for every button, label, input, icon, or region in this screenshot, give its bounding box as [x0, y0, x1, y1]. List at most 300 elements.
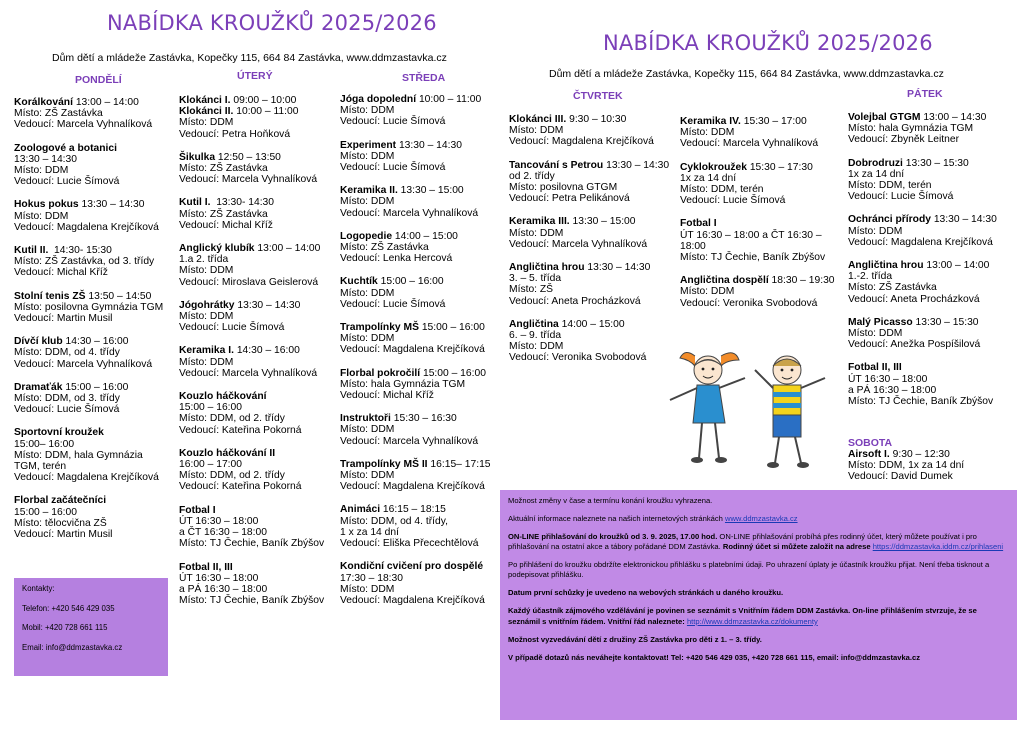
activity-time: 18:30 – 19:30: [768, 275, 835, 287]
activity-detail: Vedoucí: Marcela Vyhnalíková: [340, 435, 479, 447]
activity-name: Cyklokroužek: [680, 161, 747, 173]
activity-name: Instruktoři: [340, 413, 391, 425]
activity-name: Angličtina dospělí: [680, 275, 769, 287]
activity-name: Klokánci III.: [509, 114, 567, 125]
activity-detail: Vedoucí: Michal Kříž: [179, 219, 273, 231]
activity-detail: Místo: ZŠ Zastávka: [340, 242, 429, 254]
activity-name: Fotbal II, III: [848, 362, 902, 374]
activity-name: Fotbal I: [179, 504, 216, 516]
activity-name: Logopedie: [340, 230, 393, 242]
activity-entry: [179, 391, 339, 436]
activity-detail: Vedoucí: Lucie Šímová: [340, 298, 446, 310]
activity-detail: 13:30 – 14:30: [14, 153, 77, 165]
activity-detail: Místo: TJ Čechie, Baník Zbýšov: [179, 595, 325, 607]
activity-detail: Vedoucí: Michal Kříž: [14, 267, 108, 279]
activity-detail: od 2. třídy: [509, 170, 555, 182]
activity-detail: a PÁ 16:30 – 18:00: [179, 583, 268, 595]
activity-time: 16:15 – 18:15: [380, 504, 446, 516]
activity-entry: [14, 143, 176, 188]
info-change-note: Možnost změny v čase a termínu konání kroužku vyhrazena.: [508, 496, 713, 505]
activity-detail: Místo: DDM: [340, 105, 395, 117]
contacts-phone: Telefon: +420 546 429 035: [22, 603, 115, 613]
activity-entry: [509, 114, 679, 148]
activity-time: 9:30 – 10:30: [566, 114, 627, 125]
activity-entry: [179, 562, 339, 607]
activity-heading: [848, 317, 1018, 328]
activity-detail: Vedoucí: Martin Musil: [14, 313, 113, 325]
activity-entry: [340, 368, 500, 402]
activity-detail: Vedoucí: Lucie Šímová: [680, 195, 786, 207]
website-link[interactable]: www.ddmzastavka.cz: [724, 514, 798, 523]
activity-entry: [14, 495, 176, 540]
activity-name: Experiment: [340, 139, 397, 151]
activity-time: 13:30 – 14:30: [396, 139, 462, 151]
activity-entry: [340, 459, 500, 493]
activity-detail: Vedoucí: Lucie Šímová: [848, 191, 954, 203]
activity-name: Dobrodruzi: [848, 157, 903, 169]
activity-detail: Vedoucí: Magdalena Krejčíková: [340, 594, 485, 606]
activity-entry: [340, 413, 500, 447]
activity-detail: Vedoucí: Marcela Vyhnalíková: [14, 119, 153, 131]
activity-entry: [340, 185, 500, 219]
activity-entry: [340, 231, 500, 265]
activity-detail: Vedoucí: Zbyněk Leitner: [848, 134, 960, 146]
activity-detail: Vedoucí: Petra Pelikánová: [509, 193, 630, 205]
info-box: [500, 490, 1017, 720]
activity-heading: [340, 94, 500, 105]
activity-entry: [340, 561, 500, 606]
activity-detail: Místo: DDM, terén: [680, 184, 764, 196]
activity-detail: Místo: ZŠ Zastávka: [179, 208, 268, 220]
activity-detail: Místo: DDM: [340, 470, 395, 482]
activity-entry: [509, 319, 679, 364]
activity-time: 9:30 – 12:30: [889, 449, 950, 460]
activity-time: 13:50 – 14:50: [85, 290, 152, 302]
activity-detail: Místo: TJ Čechie, Baník Zbýšov: [848, 396, 994, 408]
activity-heading: [340, 276, 500, 287]
activity-detail: Vedoucí: Marcela Vyhnalíková: [14, 358, 153, 370]
activity-detail: Místo: DDM: [340, 196, 395, 208]
activity-time: 13:30- 14:30: [210, 197, 275, 209]
activity-detail: 15:00 – 16:00: [14, 506, 77, 518]
activity-detail: Místo: ZŠ: [509, 284, 554, 296]
activity-detail: 6. – 9. třída: [509, 330, 562, 342]
activity-detail: Vedoucí: Veronika Svobodová: [680, 297, 818, 309]
friday-column: [848, 112, 1018, 419]
activity-detail: Místo: ZŠ Zastávka, od 3. třídy: [14, 256, 155, 268]
activity-heading: [848, 158, 1018, 169]
activity-detail: Místo: DDM, od 2. třídy: [179, 413, 285, 425]
activity-detail: Místo: DDM, od 2. třídy: [179, 470, 285, 482]
activity-name: Zoologové a botanici: [14, 142, 117, 154]
activity-detail: 1x za 14 dní: [680, 172, 737, 184]
activity-entry: [14, 97, 176, 131]
activity-entry: [680, 162, 840, 207]
activity-name: Fotbal I: [680, 218, 717, 230]
activity-detail: Vedoucí: Marcela Vyhnalíková: [680, 138, 819, 150]
activity-detail: Vedoucí: Miroslava Geislerová: [179, 276, 319, 288]
activity-entry: [179, 505, 339, 550]
activity-heading: [179, 95, 339, 106]
activity-entry: [14, 382, 176, 416]
activity-detail: TGM, terén: [14, 461, 67, 473]
activity-detail: 15:00– 16:00: [14, 438, 75, 450]
activity-heading: [848, 112, 1018, 123]
activity-time: 10:00 – 11:00: [233, 106, 299, 118]
activity-time: 09:00 – 10:00: [230, 95, 297, 106]
activity-detail: Vedoucí: Magdalena Krejčíková: [340, 344, 485, 356]
activity-entry: [179, 300, 339, 334]
activity-heading: [509, 319, 679, 330]
activity-entry: [340, 322, 500, 356]
activity-heading: [509, 262, 679, 273]
activity-detail: 1 x za 14 dní: [340, 526, 399, 538]
activity-time: 15:30 – 16:30: [390, 413, 457, 425]
activity-detail: Místo: ZŠ Zastávka: [14, 108, 103, 120]
activity-detail: Vedoucí: Magdalena Krejčíková: [14, 221, 159, 233]
activity-heading: [179, 152, 339, 163]
activity-entry: [848, 158, 1018, 203]
activity-detail: 1x za 14 dní: [848, 168, 905, 180]
activity-heading: [179, 562, 339, 573]
activity-entry: [340, 140, 500, 174]
activity-time: 13:30 – 15:30: [902, 157, 969, 169]
activity-name: Klokánci II.: [179, 106, 234, 118]
activity-entry: [848, 214, 1018, 248]
activity-detail: Místo: DDM: [179, 265, 234, 277]
activity-heading: [848, 260, 1018, 271]
activity-entry: [509, 160, 679, 205]
subtitle-left: Dům dětí a mládeže Zastávka, Kopečky 115, 664 84 Zastávka, www.ddmzastavka.cz: [52, 52, 447, 64]
activity-detail: Místo: DDM: [848, 328, 903, 340]
activity-name: Jógohrátky: [179, 299, 235, 311]
activity-heading: [14, 97, 176, 108]
activity-detail: Vedoucí: Lucie Šímová: [179, 322, 285, 334]
activity-entry: [509, 216, 679, 250]
activity-name: Anglický klubík: [179, 243, 255, 255]
activity-heading: [509, 216, 679, 227]
activity-name: Trampolínky MŠ: [340, 322, 419, 334]
registration-link[interactable]: https://ddmzastavka.iddm.cz/prihlaseni: [872, 542, 1004, 552]
activity-name: Klokánci I.: [179, 95, 231, 106]
activity-name: Trampolínky MŠ II: [340, 458, 428, 470]
activity-heading: [340, 322, 500, 333]
activity-name: Keramika II.: [340, 185, 398, 197]
activity-name: Kutil I.: [179, 197, 211, 209]
activity-name: Dramaťák: [14, 381, 63, 393]
activity-heading: [680, 218, 840, 229]
activity-detail: Vedoucí: David Dumek: [848, 471, 953, 483]
activity-heading: [509, 160, 679, 171]
activity-heading: [179, 106, 339, 117]
activity-time: 13:00 – 14:00: [254, 243, 321, 255]
activity-detail: Místo: DDM: [848, 225, 903, 237]
activity-detail: Místo: ZŠ Zastávka: [848, 282, 937, 294]
day-tuesday: ÚTERÝ: [237, 70, 273, 82]
activity-name: Jóga dopolední: [340, 94, 417, 105]
activity-heading: [179, 391, 339, 402]
activity-detail: Místo: DDM, od 4. třídy: [14, 347, 120, 359]
activity-entry: [848, 260, 1018, 305]
activity-heading: [848, 362, 1018, 373]
activity-detail: Vedoucí: Kateřina Pokorná: [179, 424, 302, 436]
info-pickup-note: Možnost vyzvedávání dětí z družiny ZŠ Zastávka pro děti z 1. – 3. třídy.: [508, 634, 762, 644]
activity-entry: [179, 95, 339, 140]
activity-time: 14:00 – 15:00: [558, 318, 625, 330]
girl-figure: [670, 352, 745, 463]
activity-time: 13:30 – 15:00: [397, 185, 464, 197]
activity-entry: [179, 345, 339, 379]
activity-entry: [14, 291, 176, 325]
activity-name: Sportovní kroužek: [14, 427, 104, 439]
activity-detail: Místo: ZŠ Zastávka: [179, 163, 268, 175]
activity-detail: Místo: hala Gymnázia TGM: [848, 123, 974, 135]
contacts-box: [14, 578, 168, 676]
activity-detail: Místo: DDM: [509, 341, 564, 353]
activity-time: 14:00 – 15:00: [392, 230, 458, 242]
activity-name: Kutil II.: [14, 245, 49, 257]
activity-name: Volejbal GTGM: [848, 112, 921, 123]
activity-detail: Vedoucí: Marcela Vyhnalíková: [179, 367, 318, 379]
activity-detail: Vedoucí: Aneta Procházková: [509, 295, 641, 307]
activity-detail: Vedoucí: Lucie Šímová: [340, 162, 446, 174]
contacts-mobile: Mobil: +420 728 661 115: [22, 623, 108, 632]
activity-heading: [14, 291, 176, 302]
activity-detail: Vedoucí: Michal Kříž: [340, 390, 434, 402]
activity-entry: [509, 262, 679, 307]
activity-time: 14:30 – 16:00: [233, 345, 300, 357]
activity-name: Hokus pokus: [14, 199, 79, 211]
activity-entry: [14, 245, 176, 279]
activity-time: 15:00 – 16:00: [420, 367, 486, 379]
activity-detail: Místo: DDM: [340, 287, 395, 299]
activity-detail: Místo: DDM: [179, 356, 234, 368]
activity-entry: [680, 116, 840, 150]
activity-detail: Místo: DDM: [340, 150, 395, 162]
activity-name: Dívčí klub: [14, 336, 63, 348]
activity-time: 15:30 – 17:00: [740, 116, 807, 127]
activity-detail: 1.a 2. třída: [179, 254, 229, 266]
activity-time: 13:00 – 14:30: [920, 112, 987, 123]
activity-detail: a PÁ 16:30 – 18:00: [848, 384, 937, 396]
activity-heading: [340, 368, 500, 379]
info-online-registration: ON-LINE přihlašování do kroužků od 3. 9. 2025, 17.00 hod. ON-LINE přihlašování probíhá přes rodinný účet, který můžete používat i pro přihlašování na ostatní akce a tábory pořádané DDM Zastávka. Rodinný účet si můžete založit na adrese https://ddmzastavka.iddm.cz/prihlaseni: [508, 532, 1004, 552]
activity-name: Keramika I.: [179, 345, 234, 357]
activity-time: 15:00 – 16:00: [62, 381, 129, 393]
activity-time: 15:00 – 16:00: [418, 322, 485, 334]
activity-heading: [340, 561, 500, 572]
activity-heading: [680, 275, 840, 286]
activity-heading: [179, 448, 339, 459]
activity-detail: Vedoucí: Lucie Šímová: [14, 404, 120, 416]
activity-detail: 16:00 – 17:00: [179, 459, 242, 471]
activity-heading: [14, 199, 176, 210]
activity-heading: [14, 336, 176, 347]
activity-detail: Místo: tělocvična ZŠ: [14, 517, 107, 529]
activity-name: Angličtina: [509, 318, 559, 330]
activity-detail: Místo: posilovna GTGM: [509, 182, 618, 194]
activity-detail: Vedoucí: Eliška Přecechtělová: [340, 538, 479, 550]
activity-entry: [848, 112, 1018, 146]
activity-entry: [340, 504, 500, 549]
day-friday: PÁTEK: [907, 88, 943, 100]
tuesday-column: [179, 95, 339, 618]
activity-time: 16:15– 17:15: [427, 458, 491, 470]
activity-heading: [340, 231, 500, 242]
info-website-note: Aktuální informace naleznete na našich internetových stránkách www.ddmzastavka.cz: [508, 514, 798, 523]
info-first-meeting: Datum první schůzky je uvedeno na webových stránkách u daného kroužku.: [508, 588, 784, 598]
activity-detail: Vedoucí: Magdalena Krejčíková: [14, 472, 159, 484]
activity-heading: [680, 162, 840, 173]
activity-entry: [179, 243, 339, 288]
activity-heading: [179, 505, 339, 516]
activity-entry: [179, 152, 339, 186]
activity-time: 14:30 – 16:00: [62, 336, 129, 348]
activity-detail: ÚT 16:30 – 18:00: [179, 515, 259, 527]
activity-heading: [14, 495, 176, 506]
activity-heading: [340, 459, 500, 470]
activity-time: 12:50 – 13:50: [215, 151, 281, 163]
activity-detail: Vedoucí: Kateřina Pokorná: [179, 481, 302, 493]
activity-detail: Místo: DDM: [340, 333, 395, 345]
activity-detail: Místo: TJ Čechie, Baník Zbýšov: [680, 252, 826, 264]
activity-detail: Vedoucí: Aneta Procházková: [848, 293, 980, 305]
activity-heading: [179, 243, 339, 254]
info-payment-note: Po přihlášení do kroužku obdržíte elektronickou přihlášku s platebními údaji. Po uhrazení úplaty je účastník kroužku přijat. Není třeba tisknout a podepisovat přihlášku.: [508, 560, 990, 580]
activity-heading: [179, 197, 339, 208]
activity-name: Florbal pokročilí: [340, 367, 421, 379]
activity-entry: [340, 94, 500, 128]
activity-time: 13:30 – 15:30: [912, 316, 979, 328]
activity-detail: Vedoucí: Martin Musil: [14, 529, 113, 541]
activity-detail: Místo: posilovna Gymnázia TGM: [14, 301, 164, 313]
activity-detail: Místo: hala Gymnázia TGM: [340, 378, 466, 390]
activity-heading: [14, 143, 176, 154]
activity-entry: [14, 199, 176, 233]
info-rules-note: Každý účastník zájmového vzdělávání je povinen se seznámit s Vnitřním řádem DDM Zastávka. On-line přihlášením stvrzuje, že se seznámil s vnitřním řádem. Vnitřní řád naleznete: http://www.ddmzastavka.cz/dokumenty: [508, 606, 977, 626]
activity-detail: Místo: DDM, od 4. třídy,: [340, 515, 448, 527]
info-contact-note: V případě dotazů nás neváhejte kontaktovat! Tel: +420 546 429 035, +420 728 661 115, email: info@ddmzastavka.cz: [508, 652, 921, 662]
activity-name: Angličtina hrou: [509, 262, 585, 274]
activity-detail: Místo: DDM: [14, 165, 69, 177]
activity-detail: Místo: TJ Čechie, Baník Zbýšov: [179, 538, 325, 550]
activity-entry: [680, 218, 840, 263]
activity-name: Ochránci přírody: [848, 214, 931, 226]
activity-heading: [14, 382, 176, 393]
activity-entry: [14, 427, 176, 483]
activity-name: Malý Picasso: [848, 316, 913, 328]
activity-detail: Místo: DDM: [680, 127, 735, 139]
day-wednesday: STŘEDA: [402, 72, 446, 84]
activity-detail: 3. – 5. třída: [509, 273, 562, 285]
thursday-column-b: [680, 116, 840, 321]
boy-figure: [755, 356, 825, 468]
activity-time: 13:30 – 14:30: [234, 299, 301, 311]
activity-detail: Místo: DDM: [179, 117, 234, 129]
activity-detail: Místo: DDM: [179, 311, 234, 323]
activity-detail: Vedoucí: Magdalena Krejčíková: [340, 481, 485, 493]
activity-detail: Vedoucí: Magdalena Krejčíková: [848, 236, 993, 248]
activity-time: 13:30 – 14:30: [930, 214, 997, 226]
activity-heading: [848, 214, 1018, 225]
activity-name: Kouzlo háčkování II: [179, 447, 276, 459]
activity-time: 15:30 – 17:30: [746, 161, 813, 173]
activity-detail: Místo: DDM: [340, 424, 395, 436]
activity-heading: [848, 449, 1018, 460]
activity-entry: [14, 336, 176, 370]
activity-detail: Vedoucí: Lucie Šímová: [340, 116, 446, 128]
activity-heading: [340, 504, 500, 515]
contacts-heading: Kontakty:: [22, 584, 55, 593]
activity-name: Korálkování: [14, 97, 73, 108]
activity-detail: ÚT 16:30 – 18:00: [179, 572, 259, 584]
activity-time: 15:00 – 16:00: [377, 276, 444, 288]
rules-link[interactable]: http://www.ddmzastavka.cz/dokumenty: [686, 616, 818, 626]
page-title-left: NABÍDKA KROUŽKŮ 2025/2026: [107, 11, 437, 35]
activity-heading: [179, 345, 339, 356]
activity-detail: ÚT 16:30 – 18:00 a ČT 16:30 –: [680, 229, 822, 241]
activity-name: Kouzlo háčkování: [179, 391, 267, 403]
activity-name: Keramika III.: [509, 216, 570, 228]
activity-entry: [179, 197, 339, 231]
activity-heading: [680, 116, 840, 127]
activity-time: 13:30 – 14:30: [78, 199, 145, 211]
activity-time: 13:30 – 14:30: [584, 262, 651, 274]
activity-detail: Vedoucí: Marcela Vyhnalíková: [340, 207, 479, 219]
activity-time: 10:00 – 11:00: [416, 94, 482, 105]
activity-detail: Místo: DDM: [14, 210, 69, 222]
activity-entry: [848, 449, 1018, 483]
day-thursday: ČTVRTEK: [573, 90, 623, 102]
activity-entry: [848, 362, 1018, 407]
activity-detail: 1.-2. třída: [848, 271, 893, 283]
activity-detail: Vedoucí: Lucie Šímová: [14, 176, 120, 188]
activity-heading: [509, 114, 679, 125]
activity-name: Fotbal II, III: [179, 561, 233, 573]
activity-time: 13:00 – 14:00: [72, 97, 139, 108]
activity-entry: [680, 275, 840, 309]
activity-detail: Vedoucí: Lenka Hercová: [340, 253, 453, 265]
activity-heading: [14, 427, 176, 438]
activity-entry: [848, 317, 1018, 351]
activity-name: Stolní tenis ZŠ: [14, 290, 86, 302]
activity-detail: a ČT 16:30 – 18:00: [179, 527, 267, 539]
activity-entry: [179, 448, 339, 493]
activity-detail: Místo: DDM, terén: [848, 180, 932, 192]
activity-detail: Vedoucí: Petra Hoňková: [179, 128, 291, 140]
activity-detail: Místo: DDM: [680, 286, 735, 298]
activity-detail: Místo: DDM, 1x za 14 dní: [848, 460, 965, 472]
thursday-column-a: [509, 114, 679, 376]
activity-time: 13:00 – 14:00: [923, 260, 990, 272]
activity-detail: Vedoucí: Marcela Vyhnalíková: [509, 238, 648, 250]
activity-detail: Místo: DDM, od 3. třídy: [14, 393, 120, 405]
activity-name: Airsoft I.: [848, 449, 890, 460]
activity-time: 13:30 – 15:00: [569, 216, 636, 228]
activity-heading: [179, 300, 339, 311]
activity-name: Tancování s Petrou: [509, 159, 604, 171]
contacts-email: Email: info@ddmzastavka.cz: [22, 642, 123, 652]
monday-column: [14, 97, 176, 552]
activity-detail: 15:00 – 16:00: [179, 402, 242, 414]
activity-name: Florbal začátečníci: [14, 495, 107, 507]
activity-detail: 18:00: [680, 240, 706, 252]
activity-name: Kuchtík: [340, 276, 378, 288]
activity-name: Animáci: [340, 504, 381, 516]
activity-name: Angličtina hrou: [848, 260, 924, 272]
activity-heading: [340, 185, 500, 196]
activity-detail: ÚT 16:30 – 18:00: [848, 373, 928, 385]
